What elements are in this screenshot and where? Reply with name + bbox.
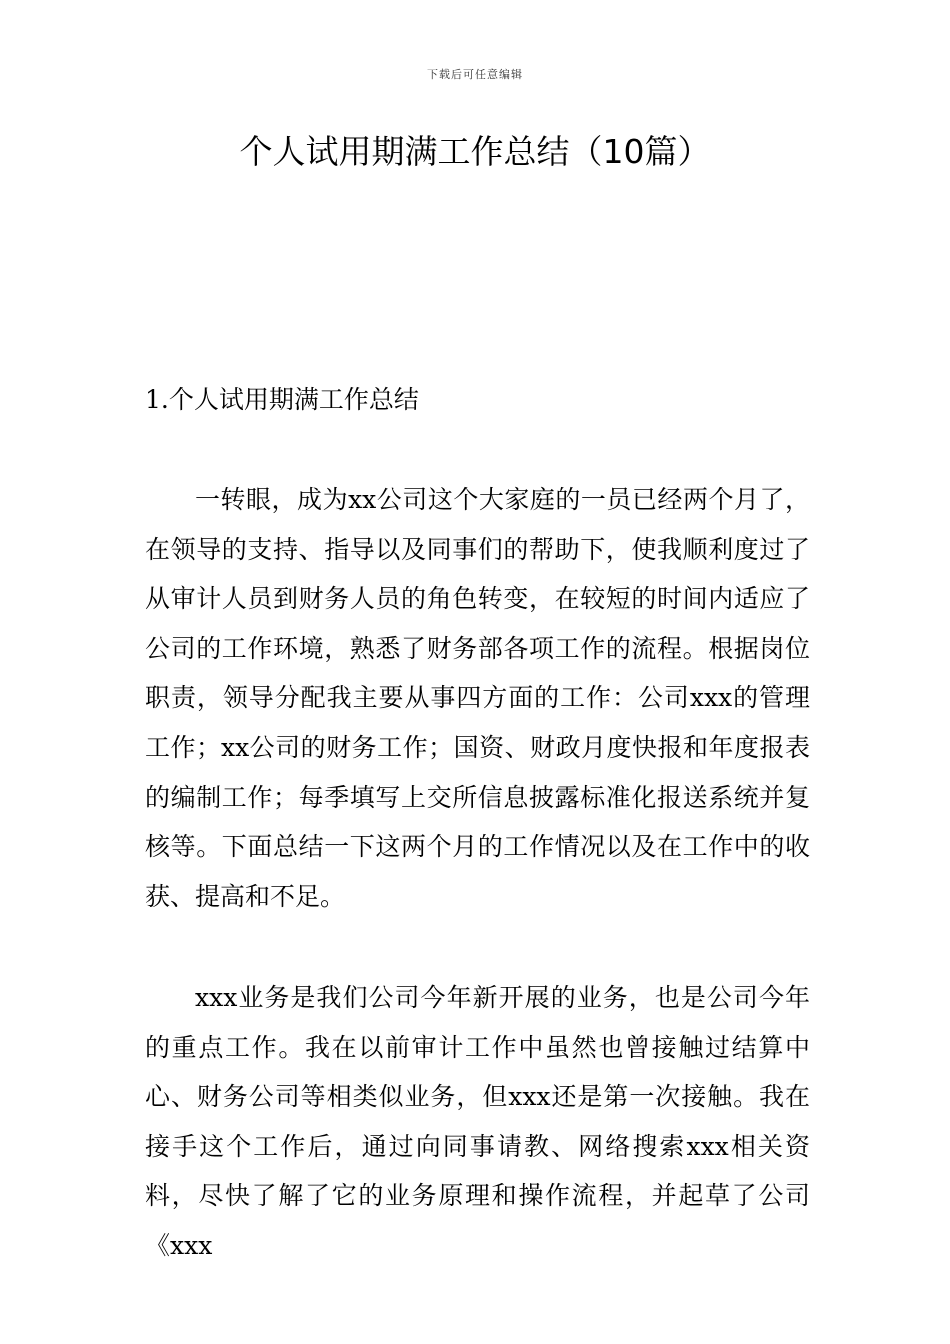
- header-note: 下载后可任意编辑: [427, 68, 523, 81]
- section-heading: 1.个人试用期满工作总结: [145, 385, 419, 414]
- body-paragraph: 一转眼，成为xx公司这个大家庭的一员已经两个月了，在领导的支持、指导以及同事们的帮助下，使我顺利度过了从审计人员到财务人员的角色转变，在较短的时间内适应了公司的工作环境，熟悉了财务部各项工作的流程。根据岗位职责，领导分配我主要从事四方面的工作：公司xxx的管理工作；xx公司的财务工作；国资、财政月度快报和年度报表的编制工作；每季填写上交所信息披露标准化报送系统并复核等。下面总结一下这两个月的工作情况以及在工作中的收获、提高和不足。: [145, 485, 810, 911]
- body-paragraph: xxx业务是我们公司今年新开展的业务，也是公司今年的重点工作。我在以前审计工作中虽然也曾接触过结算中心、财务公司等相类似业务，但xxx还是第一次接触。我在接手这个工作后，通过向同事请教、网络搜索xxx相关资料，尽快了解了它的业务原理和操作流程，并起草了公司《xxx: [145, 983, 810, 1260]
- document-title: 个人试用期满工作总结（10篇）: [239, 132, 711, 171]
